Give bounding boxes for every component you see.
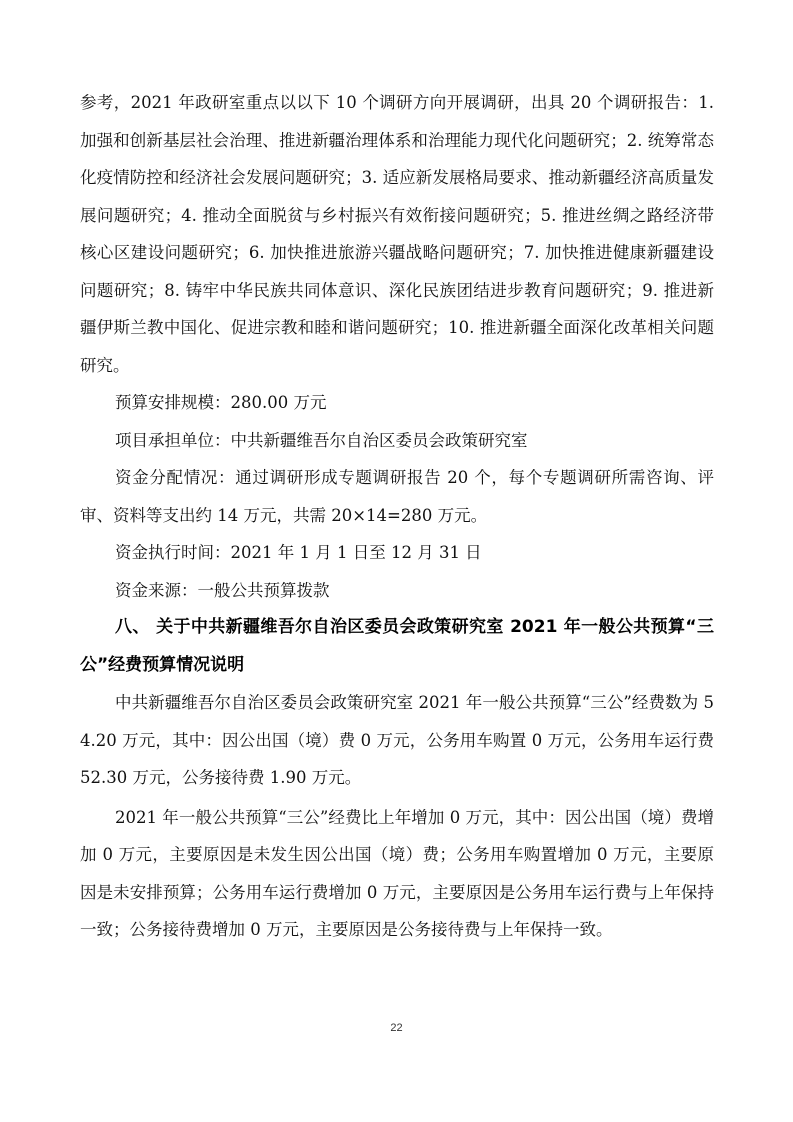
research-directions-paragraph: 参考，2021 年政研室重点以以下 10 个调研方向开展调研，出具 20 个调研报告：1. 加强和创新基层社会治理、推进新疆治理体系和治理能力现代化问题研究；2. 统筹常态化疫情防控和经济社会发展问题研究；3. 适应新发展格局要求、推动新疆经济高质量发展问题研究；4. 推动全面脱贫与乡村振兴有效衔接问题研究；5. 推进丝绸之路经济带核心区建设问题研究；6. 加快推进旅游兴疆战略问题研究；7. 加快推进健康新疆建设问题研究；8. 铸牢中华民族共同体意识、深化民族团结进步教育问题研究；9. 推进新疆伊斯兰教中国化、促进宗教和睦和谐问题研究；10. 推进新疆全面深化改革相关问题研究。 bbox=[80, 93, 714, 375]
execution-time-line: 资金执行时间：2021 年 1 月 1 日至 12 月 31 日 bbox=[115, 543, 482, 562]
page-number: 22 bbox=[390, 1022, 403, 1034]
document-body bbox=[80, 84, 714, 949]
fund-allocation-paragraph: 资金分配情况：通过调研形成专题调研报告 20 个，每个专题调研所需咨询、评审、资料等支出约 14 万元，共需 20×14=280 万元。 bbox=[80, 468, 714, 525]
year-over-year-change-paragraph: 2021 年一般公共预算“三公”经费比上年增加 0 万元，其中：因公出国（境）费增加 0 万元，主要原因是未发生因公出国（境）费；公务用车购置增加 0 万元，主要原因是未安排预算；公务用车运行费增加 0 万元，主要原因是公务用车运行费与上年保持一致；公务接待费增加 0 万元，主要原因是公务接待费与上年保持一致。 bbox=[80, 807, 714, 939]
budget-scale-line: 预算安排规模：280.00 万元 bbox=[115, 393, 327, 412]
section-eight-heading: 八、 关于中共新疆维吾尔自治区委员会政策研究室 2021 年一般公共预算“三公”经费预算情况说明 bbox=[80, 617, 714, 675]
fund-source-line: 资金来源：一般公共预算拨款 bbox=[115, 580, 330, 600]
project-unit-line: 项目承担单位：中共新疆维吾尔自治区委员会政策研究室 bbox=[115, 430, 528, 450]
three-public-expenses-paragraph: 中共新疆维吾尔自治区委员会政策研究室 2021 年一般公共预算“三公”经费数为 54.20 万元，其中：因公出国（境）费 0 万元，公务用车购置 0 万元，公务用车运行费 52.30 万元，公务接待费 1.90 万元。 bbox=[80, 693, 714, 787]
